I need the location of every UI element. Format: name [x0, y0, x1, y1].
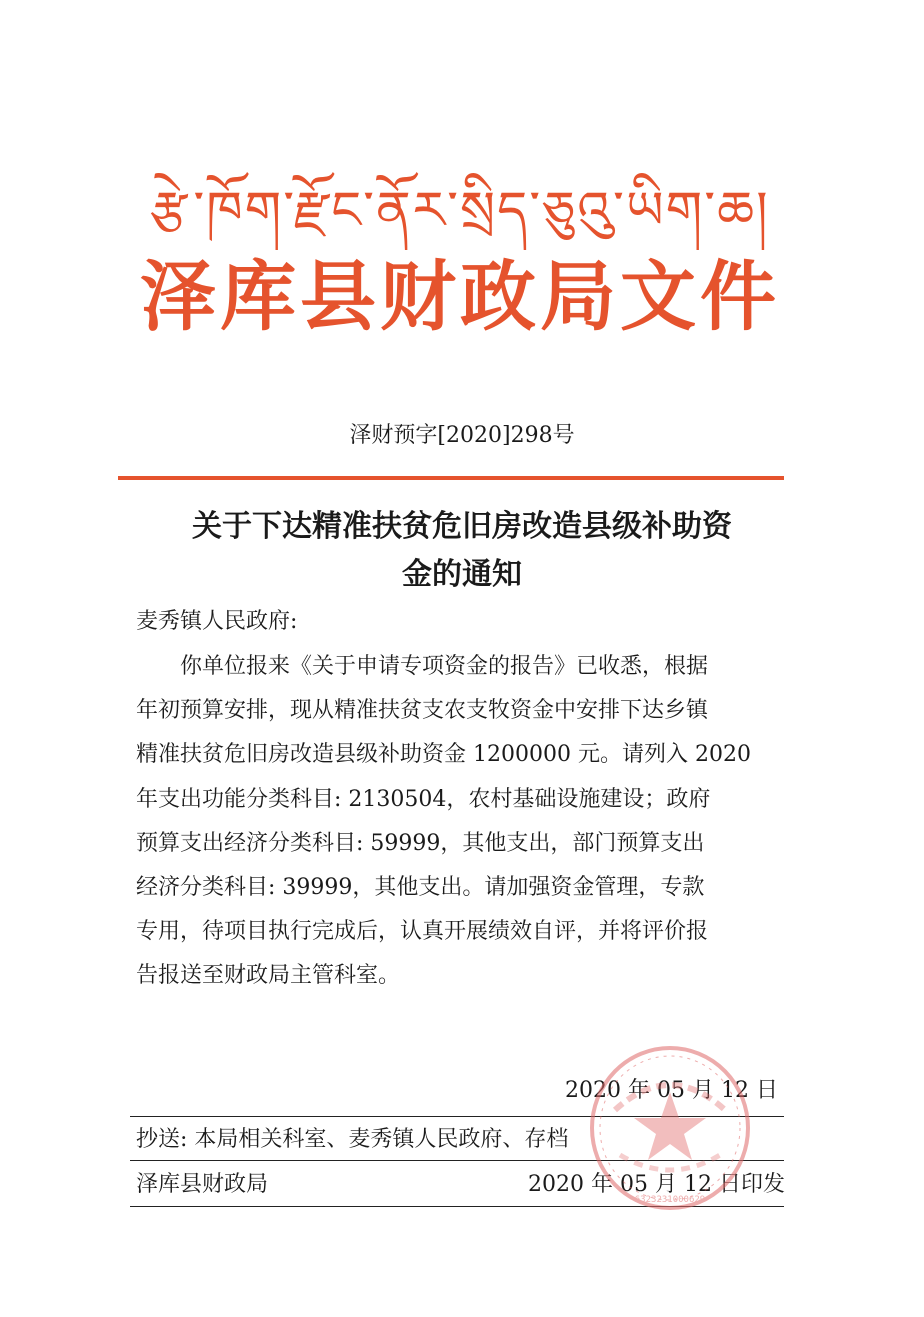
header-divider: [118, 476, 784, 480]
letterhead-title: 泽库县财政局文件: [140, 252, 780, 341]
print-date: 2020 年 05 月 12 日印发: [528, 1172, 785, 1197]
tibetan-letterhead: རྩེ་ཁོག་རྫོང་ནོར་སྲིད་ཅུའུ་ཡིག་ཆ།: [150, 181, 770, 241]
cc-line: 抄送: 本局相关科室、麦秀镇人民政府、存档: [136, 1127, 569, 1152]
notice-title-line: 金的通知: [402, 557, 522, 592]
body-line: 告报送至财政局主管科室。: [136, 963, 401, 989]
body-line: 专用，待项目执行完成后，认真开展绩效自评，并将评价报: [136, 919, 709, 945]
body-line: 预算支出经济分类科目: 59999，其他支出，部门预算支出: [136, 830, 705, 856]
issuer: 泽库县财政局: [136, 1172, 269, 1197]
notice-body: [136, 645, 790, 999]
body-line: 年支出功能分类科目: 2130504，农村基础设施建设；政府: [136, 786, 711, 812]
body-line: 年初预算安排，现从精准扶贫支农支牧资金中安排下达乡镇: [136, 698, 709, 724]
notice-title-line: 关于下达精准扶贫危旧房改造县级补助资: [192, 509, 732, 544]
document-number: 泽财预字[2020]298号: [349, 423, 575, 448]
notice-date: 2020 年 05 月 12 日: [565, 1078, 778, 1103]
body-line: 经济分类科目: 39999，其他支出。请加强资金管理，专款: [136, 875, 705, 901]
seal-serial: 6323231000629: [634, 1195, 706, 1205]
notice-title: [130, 503, 794, 599]
recipient: 麦秀镇人民政府:: [136, 609, 298, 634]
body-line: 你单位报来《关于申请专项资金的报告》已收悉，根据: [136, 654, 709, 679]
body-line: 精准扶贫危旧房改造县级补助资金 1200000 元。请列入 2020: [136, 742, 751, 768]
official-seal-stamp: [585, 1040, 755, 1220]
